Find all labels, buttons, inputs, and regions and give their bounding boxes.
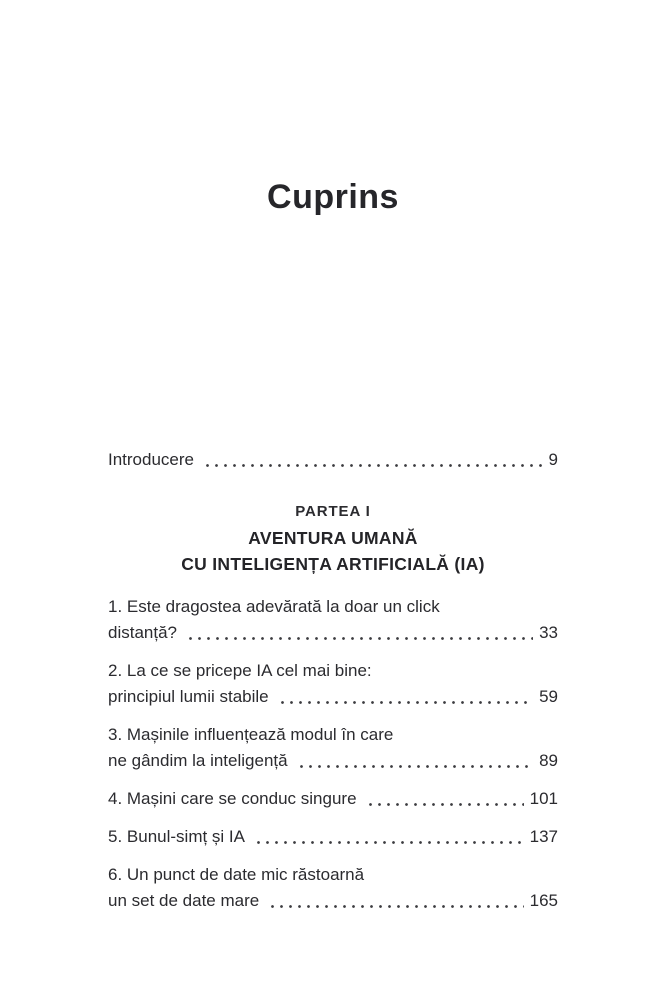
toc-entry-first-line: 6. Un punct de date mic răstoarnă [108, 864, 365, 884]
toc-entry [108, 658, 558, 710]
dot-leader [366, 786, 524, 812]
page-number: 59 [539, 686, 558, 706]
dot-leader [278, 684, 533, 710]
toc-entry-row [108, 748, 558, 774]
page-number: 33 [539, 622, 558, 642]
page-title: Cuprins [267, 178, 399, 216]
toc-entry-first-line: 2. La ce se pricepe IA cel mai bine: [108, 660, 372, 680]
toc-entry [108, 722, 558, 774]
part-kicker: PARTEA I [295, 502, 371, 520]
part-title-line-1: AVENTURA UMANĂ [248, 527, 418, 548]
toc-entry-label: principiul lumii stabile [108, 686, 269, 706]
dot-leader [268, 888, 523, 914]
toc-entry-label: distanță? [108, 622, 177, 642]
dot-leader [297, 748, 534, 774]
toc-entries [108, 594, 558, 914]
toc-entry [108, 594, 558, 646]
toc-entry-first-line: 3. Mașinile influențează modul în care [108, 724, 394, 744]
dot-leader [254, 824, 524, 850]
page-number: 89 [539, 750, 558, 770]
toc-entry-row [108, 684, 558, 710]
toc-entry-introducere [108, 447, 558, 473]
toc-entry-row [108, 888, 558, 914]
page-number: 9 [548, 449, 558, 469]
part-title-line-2: CU INTELIGENȚA ARTIFICIALĂ (IA) [181, 553, 485, 574]
part-header [108, 499, 558, 577]
toc-entry-label: ne gândim la inteligență [108, 750, 288, 770]
toc-entry-label: 4. Mașini care se conduc singure [108, 788, 357, 808]
toc-entry [108, 862, 558, 914]
toc-entry [108, 824, 558, 850]
toc-entry-label: un set de date mare [108, 890, 260, 910]
toc-entry-first-line: 1. Este dragostea adevărată la doar un click [108, 596, 440, 616]
toc-entry-row [108, 620, 558, 646]
dot-leader [186, 620, 533, 646]
table-of-contents [108, 447, 558, 914]
dot-leader [203, 447, 543, 473]
toc-entry-row [108, 824, 558, 850]
page-number: 101 [529, 788, 558, 808]
toc-entry-label: 5. Bunul-simț și IA [108, 826, 245, 846]
page-number: 165 [529, 890, 558, 910]
toc-entry-row [108, 786, 558, 812]
toc-entry [108, 786, 558, 812]
toc-entry-label: Introducere [108, 449, 194, 469]
page-number: 137 [529, 826, 558, 846]
